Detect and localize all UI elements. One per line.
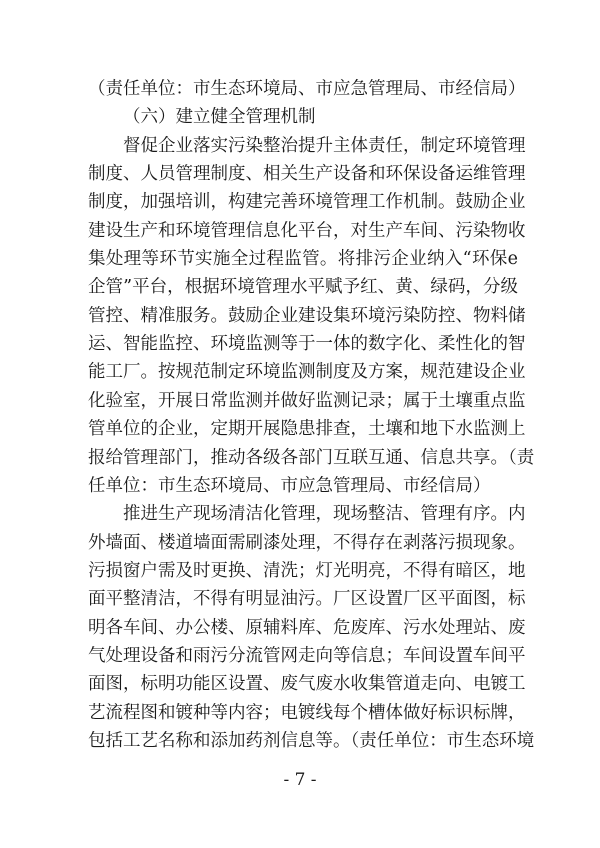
- paragraph-line: 艺流程图和镀种等内容；电镀线每个槽体做好标识标牌，: [88, 703, 526, 723]
- responsibility-note-1: （责任单位：市生态环境局、市应急管理局、市经信局）: [88, 79, 526, 99]
- paragraph-line: 督促企业落实污染整治提升主体责任，制定环境管理: [123, 136, 526, 156]
- paragraph-line: 能工厂。按规范制定环境监测制度及方案，规范建设企业: [88, 362, 526, 382]
- paragraph-line: 制度、人员管理制度、相关生产设备和环保设备运维管理: [88, 164, 526, 184]
- page-number: - 7 -: [283, 770, 317, 790]
- paragraph-line: 报给管理部门，推动各级各部门互联互通、信息共享。（责: [88, 448, 535, 468]
- paragraph-line: 包括工艺名称和添加药剂信息等。（责任单位：市生态环境: [88, 731, 535, 751]
- paragraph-line: 气处理设备和雨污分流管网走向等信息；车间设置车间平: [88, 646, 526, 666]
- paragraph-line: 建设生产和环境管理信息化平台，对生产车间、污染物收: [88, 221, 526, 241]
- paragraph-line: 推进生产现场清洁化管理，现场整洁、管理有序。内: [123, 504, 526, 524]
- paragraph-line: 企管”平台，根据环境管理水平赋予红、黄、绿码，分级: [88, 277, 518, 297]
- paragraph-line: 面图，标明功能区设置、废气废水收集管道走向、电镀工: [88, 674, 526, 694]
- paragraph-line: 集处理等环节实施全过程监管。将排污企业纳入“环保e: [88, 249, 518, 269]
- section-heading-6: （六）建立健全管理机制: [123, 107, 316, 127]
- paragraph-line: 污损窗户需及时更换、清洗；灯光明亮，不得有暗区，地: [88, 561, 526, 581]
- paragraph-line: 运、智能监控、环境监测等于一体的数字化、柔性化的智: [88, 334, 526, 354]
- paragraph-line: 面平整清洁，不得有明显油污。厂区设置厂区平面图，标: [88, 589, 526, 609]
- paragraph-line: 管控、精准服务。鼓励企业建设集环境污染防控、物料储: [88, 306, 526, 326]
- responsibility-note-2: 任单位：市生态环境局、市应急管理局、市经信局）: [88, 476, 491, 496]
- paragraph-line: 明各车间、办公楼、原辅料库、危废库、污水处理站、废: [88, 618, 526, 638]
- paragraph-line: 管单位的企业，定期开展隐患排查，土壤和地下水监测上: [88, 419, 526, 439]
- paragraph-line: 化验室，开展日常监测并做好监测记录；属于土壤重点监: [88, 391, 526, 411]
- paragraph-line: 制度，加强培训，构建完善环境管理工作机制。鼓励企业: [88, 192, 526, 212]
- paragraph-line: 外墙面、楼道墙面需刷漆处理，不得存在剥落污损现象。: [88, 533, 526, 553]
